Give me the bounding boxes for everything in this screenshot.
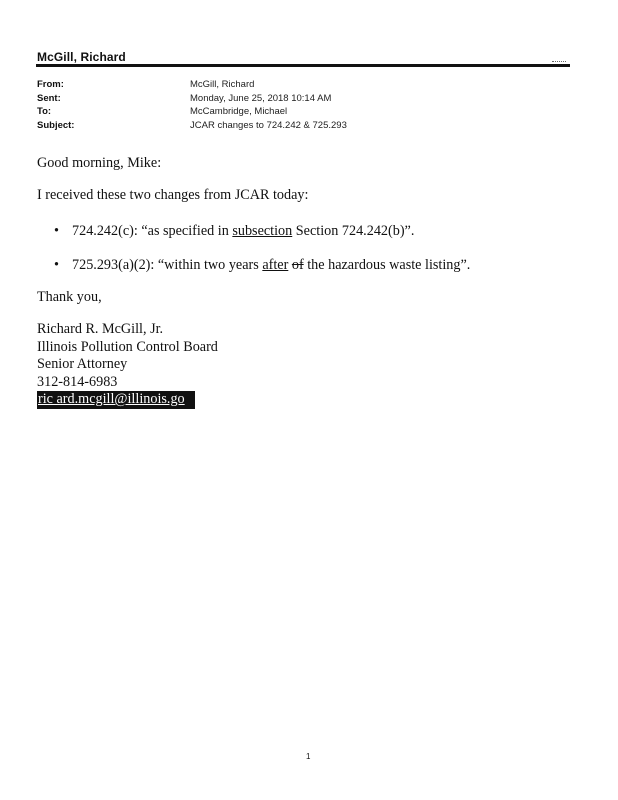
signature-email-link[interactable]: ric ard.mcgill@illinois.go [37,391,195,409]
header-label-sent: Sent: [37,92,61,104]
closing-line: Thank you, [37,289,102,305]
header-label-subject: Subject: [37,119,75,131]
header-label-to: To: [37,106,52,118]
bullet-icon: • [54,223,59,239]
bullet-text-prefix: 724.242(c): “as specified in [72,223,233,239]
header-value-subject: JCAR changes to 724.242 & 725.293 [190,119,347,131]
header-row-from [37,78,347,92]
intro-line: I received these two changes from JCAR today: [37,187,309,203]
header-label-from: From: [37,79,64,90]
header-row-subject [37,119,347,133]
header-value-to: McCambridge, Michael [190,106,288,118]
header-divider [36,64,570,67]
header-value-from: McGill, Richard [190,79,255,90]
sender-display-name: McGill, Richard [37,50,126,64]
greeting: Good morning, Mike: [37,155,162,171]
signature-name: Richard R. McGill, Jr. [37,321,164,337]
header-value-sent: Monday, June 25, 2018 10:14 AM [190,92,332,104]
bullet-text-suffix: Section 724.242(b)”. [292,223,415,239]
bullet-item-725-293 [54,257,470,274]
signature-block [37,321,218,409]
bullet-text-suffix: the hazardous waste listing”. [303,257,471,273]
divider-mark [552,61,566,63]
bullet-icon: • [54,257,59,273]
bullet-text-prefix: 725.293(a)(2): “within two years [72,257,263,273]
underlined-insertion: subsection [232,223,293,239]
signature-phone: 312-814-6983 [37,373,118,390]
page-number: 1 [306,752,311,761]
email-header-fields [37,78,347,132]
header-row-sent [37,92,347,106]
signature-organization: Illinois Pollution Control Board [37,338,218,355]
header-row-to [37,105,347,119]
underlined-insertion: after [262,257,289,273]
bullet-item-724-242 [54,223,414,240]
signature-title: Senior Attorney [37,356,128,372]
struck-deletion: of [291,257,304,273]
